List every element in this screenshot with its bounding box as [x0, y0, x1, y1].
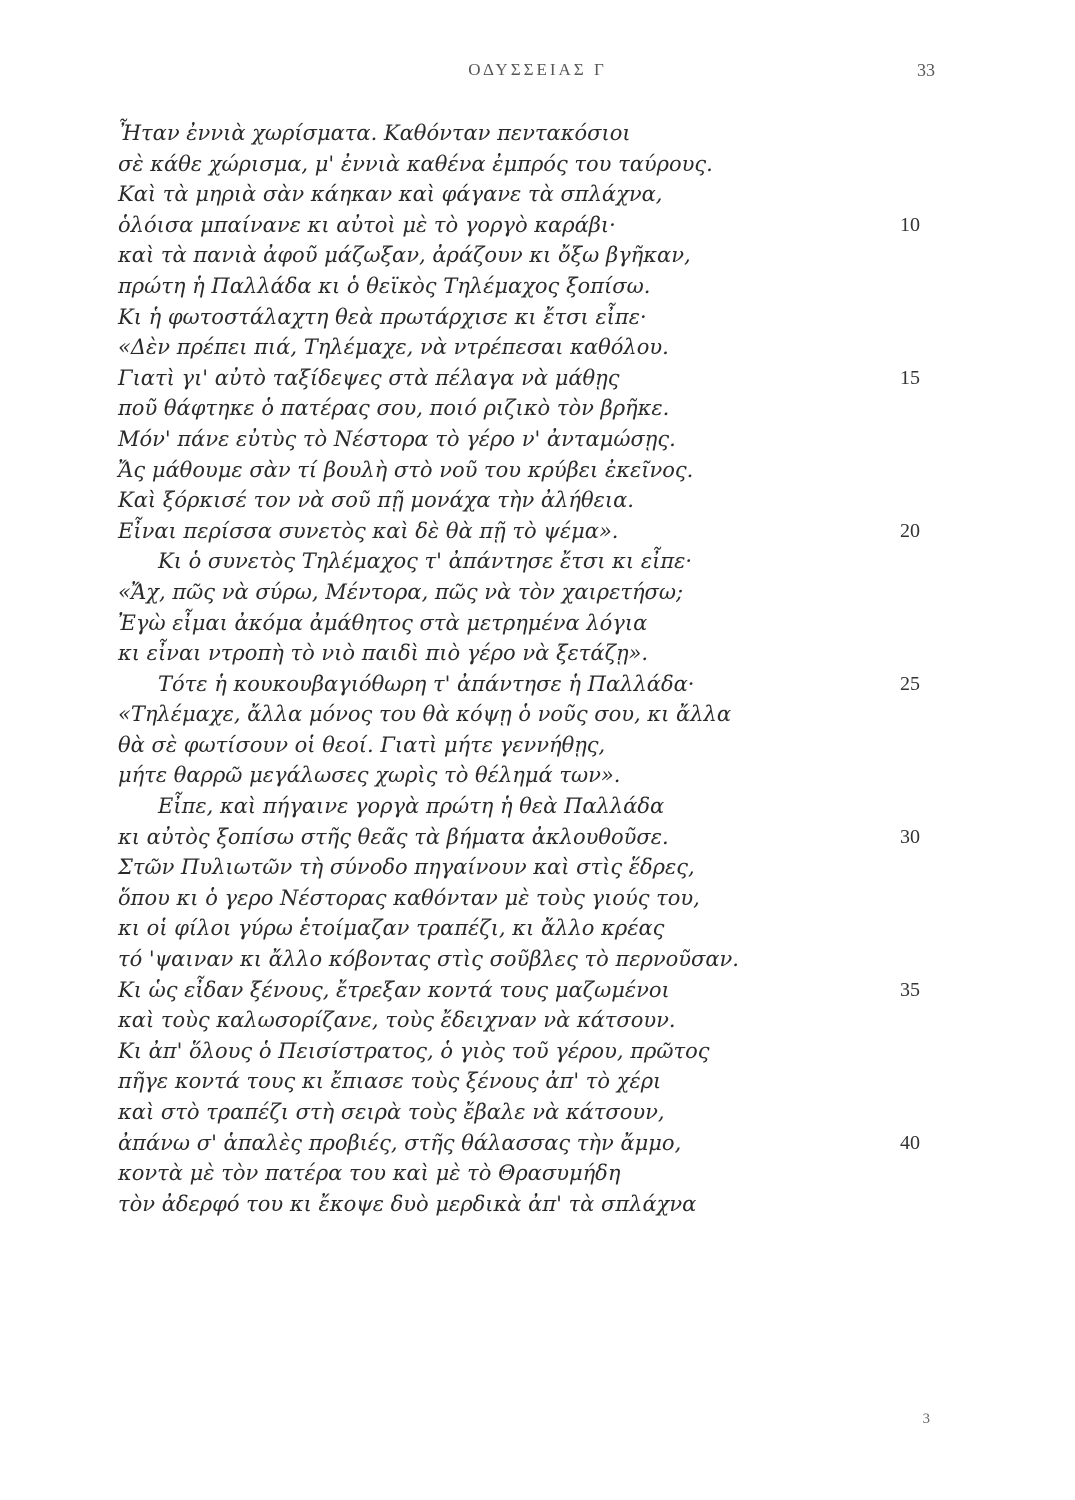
verse-text: Καὶ τὰ μηριὰ σὰν κάηκαν καὶ φάγανε τὰ σπλάχνα,	[118, 182, 663, 207]
verse-text: Ἄς μάθουμε σὰν τί βουλὴ στὸ νοῦ του κρύβει ἐκεῖνος.	[118, 457, 694, 482]
verse-line	[118, 393, 818, 424]
verse-line	[118, 852, 818, 883]
verse-text: Τότε ἡ κουκουβαγιόθωρη τ' ἀπάντησε ἡ Παλλάδα·	[158, 671, 695, 696]
verse-line	[118, 730, 818, 761]
line-number: 40	[900, 1131, 920, 1154]
verse-text: Κι ὡς εἶδαν ξένους, ἔτρεξαν κοντά τους μαζωμένοι	[118, 977, 670, 1002]
verse-text: Κι ὁ συνετὸς Τηλέμαχος τ' ἀπάντησε ἔτσι κι εἶπε·	[158, 549, 693, 574]
verse-line	[118, 1005, 818, 1036]
verse-line	[118, 455, 818, 486]
verse-text: τό 'ψαιναν κι ἄλλο κόβοντας στὶς σοῦβλες τὸ περνοῦσαν.	[118, 947, 739, 972]
verse-line	[118, 1128, 920, 1159]
verse-text: ὁλόισα μπαίνανε κι αὐτοὶ μὲ τὸ γοργὸ καράβι·	[118, 212, 616, 237]
verse-text: πρώτη ἡ Παλλάδα κι ὁ θεϊκὸς Τηλέμαχος ξοπίσω.	[118, 273, 651, 298]
verse-line	[118, 210, 920, 241]
verse-line	[118, 363, 920, 394]
verse-line	[118, 485, 818, 516]
verse-line	[118, 883, 818, 914]
verse-line	[118, 608, 818, 639]
verse-line	[118, 1189, 818, 1220]
poem-text	[118, 118, 920, 1219]
verse-text: καὶ στὸ τραπέζι στὴ σειρὰ τοὺς ἔβαλε νὰ κάτσουν,	[118, 1100, 665, 1124]
verse-text: κι εἶναι ντροπὴ τὸ νιὸ παιδὶ πιὸ γέρο νὰ ξετάζῃ».	[118, 641, 649, 666]
verse-line	[118, 240, 818, 271]
verse-line	[118, 822, 920, 853]
verse-line	[118, 271, 818, 302]
verse-line	[118, 179, 818, 210]
verse-line	[118, 760, 818, 791]
verse-text: Ἐγὼ εἶμαι ἀκόμα ἀμάθητος στὰ μετρημένα λόγια	[118, 610, 648, 635]
verse-text: Καὶ ξόρκισέ τον νὰ σοῦ πῇ μονάχα τὴν ἀλήθεια.	[118, 488, 634, 513]
verse-line	[118, 577, 818, 608]
verse-text: σὲ κάθε χώρισμα, μ' ἐννιὰ καθένα ἐμπρός του ταύρους.	[118, 151, 713, 176]
verse-text: Εἶπε, καὶ πήγαινε γοργὰ πρώτη ἡ θεὰ Παλλάδα	[158, 794, 665, 819]
verse-text: ὅπου κι ὁ γερο Νέστορας καθόνταν μὲ τοὺς γιούς του,	[118, 885, 700, 910]
verse-line	[118, 1158, 818, 1189]
verse-line	[118, 302, 818, 333]
verse-line	[118, 424, 818, 455]
verse-text: Κι ἀπ' ὅλους ὁ Πεισίστρατος, ὁ γιὸς τοῦ γέρου, πρῶτος	[118, 1038, 710, 1063]
verse-text: πῆγε κοντά τους κι ἔπιασε τοὺς ξένους ἀπ' τὸ χέρι	[118, 1069, 662, 1094]
line-number: 10	[900, 213, 920, 236]
line-number: 35	[900, 978, 920, 1001]
verse-line	[118, 1066, 818, 1097]
verse-line	[118, 516, 920, 547]
verse-line	[118, 1036, 818, 1067]
verse-line	[118, 1097, 818, 1128]
verse-text: μήτε θαρρῶ μεγάλωσες χωρὶς τὸ θέλημά των».	[118, 763, 621, 788]
verse-text: ποῦ θάφτηκε ὁ πατέρας σου, ποιό ριζικὸ τὸν βρῆκε.	[118, 396, 670, 421]
running-head	[0, 60, 1075, 84]
verse-line	[118, 944, 818, 975]
verse-text: «Δὲν πρέπει πιά, Τηλέμαχε, νὰ ντρέπεσαι καθόλου.	[118, 335, 669, 360]
signature-mark: 3	[922, 1411, 930, 1427]
verse-text: Γιατὶ γι' αὐτὸ ταξίδεψες στὰ πέλαγα νὰ μάθῃς	[118, 365, 620, 390]
verse-line	[118, 546, 818, 577]
verse-text: Στῶν Πυλιωτῶν τὴ σύνοδο πηγαίνουν καὶ στὶς ἕδρες,	[118, 855, 695, 880]
verse-text: κι αὐτὸς ξοπίσω στῆς θεᾶς τὰ βήματα ἀκλουθοῦσε.	[118, 824, 669, 849]
line-number: 15	[900, 366, 920, 389]
verse-text: θὰ σὲ φωτίσουν οἱ θεοί. Γιατὶ μήτε γεννήθῃς,	[118, 732, 606, 757]
verse-line	[118, 975, 920, 1006]
verse-text: Κι ἡ φωτοστάλαχτη θεὰ πρωτάρχισε κι ἔτσι εἶπε·	[118, 304, 647, 329]
verse-text: ἀπάνω σ' ἁπαλὲς προβιές, στῆς θάλασσας τὴν ἄμμο,	[118, 1130, 682, 1155]
verse-text: τὸν ἀδερφό του κι ἔκοψε δυὸ μερδικὰ ἀπ' τὰ σπλάχνα	[118, 1191, 697, 1216]
verse-text: Ἦταν ἐννιὰ χωρίσματα. Καθόνταν πεντακόσιοι	[118, 121, 631, 145]
running-title: ΟΔΥΣΣΕΙΑΣ Γ	[468, 60, 607, 79]
verse-line	[118, 118, 818, 149]
page-number: 33	[917, 60, 935, 80]
verse-text: καὶ τὰ πανιὰ ἀφοῦ μάζωξαν, ἀράζουν κι ὄξω βγῆκαν,	[118, 243, 691, 268]
line-number: 30	[900, 825, 920, 848]
verse-line	[118, 638, 818, 669]
verse-text: κι οἱ φίλοι γύρω ἑτοίμαζαν τραπέζι, κι ἄλλο κρέας	[118, 916, 665, 941]
verse-line	[118, 699, 818, 730]
line-number: 25	[900, 672, 920, 695]
verse-line	[118, 332, 818, 363]
line-number: 20	[900, 519, 920, 542]
verse-text: κοντὰ μὲ τὸν πατέρα του καὶ μὲ τὸ Θρασυμήδη	[118, 1161, 621, 1186]
verse-text: Εἶναι περίσσα συνετὸς καὶ δὲ θὰ πῇ τὸ ψέμα».	[118, 518, 619, 543]
verse-text: «Ἄχ, πῶς νὰ σύρω, Μέντορα, πῶς νὰ τὸν χαιρετήσω;	[118, 579, 684, 604]
verse-line	[118, 669, 920, 700]
verse-text: καὶ τοὺς καλωσορίζανε, τοὺς ἔδειχναν νὰ κάτσουν.	[118, 1008, 676, 1033]
verse-line	[118, 913, 818, 944]
verse-text: Μόν' πάνε εὐτὺς τὸ Νέστορα τὸ γέρο ν' ἀνταμώσῃς.	[118, 426, 676, 451]
verse-line	[118, 149, 818, 180]
verse-text: «Τηλέμαχε, ἄλλα μόνος του θὰ κόψῃ ὁ νοῦς σου, κι ἄλλα	[118, 702, 732, 727]
verse-line	[118, 791, 818, 822]
